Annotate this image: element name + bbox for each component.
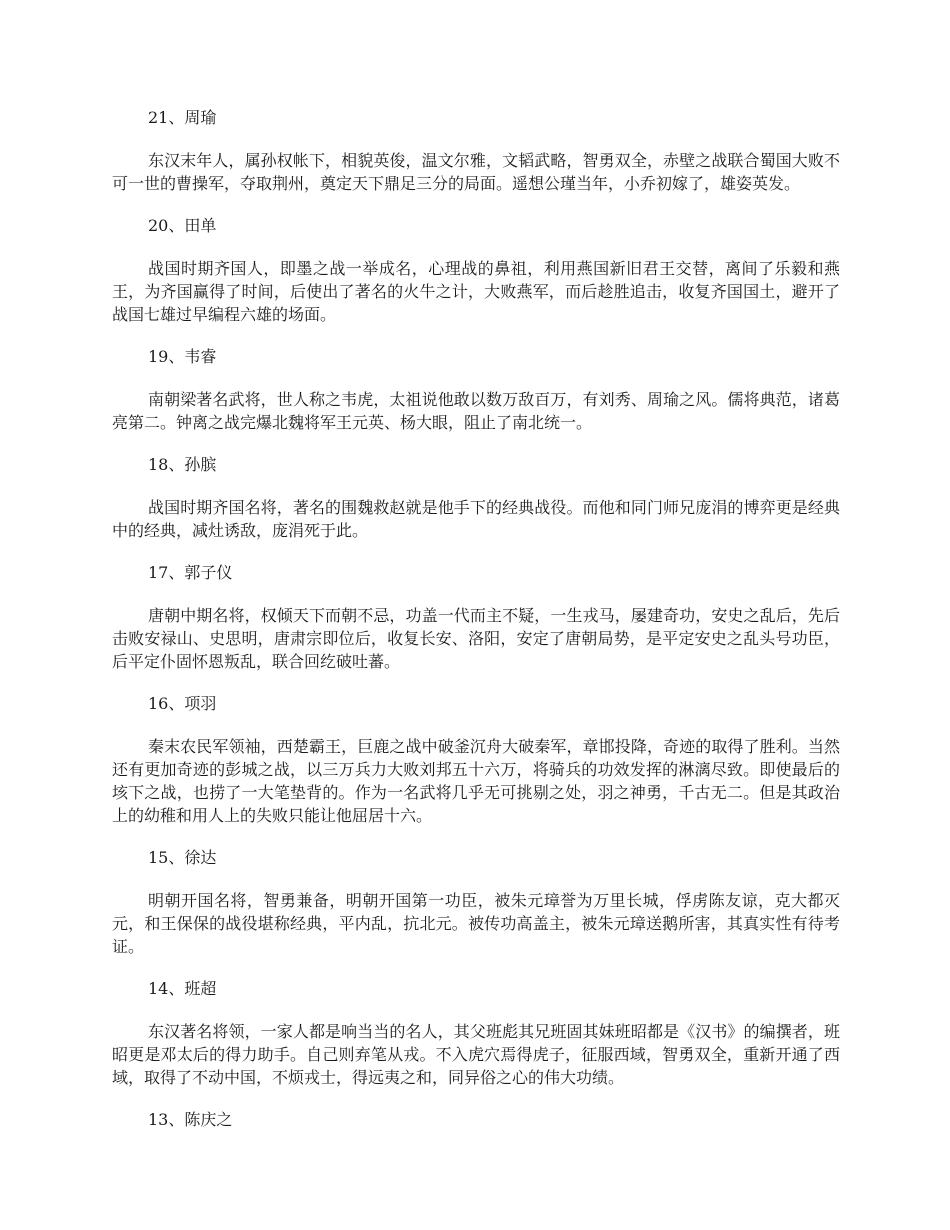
entry-body: 南朝梁著名武将，世人称之韦虎，太祖说他敢以数万敌百万，有刘秀、周瑜之风。儒将典范，诸葛亮第二。钟离之战完爆北魏将军王元英、杨大眼，阻止了南北统一。 <box>112 390 840 432</box>
entry-tian-dan <box>112 214 840 326</box>
entry-heading: 15、徐达 <box>148 848 217 867</box>
entry-heading: 13、陈庆之 <box>148 1110 233 1129</box>
entry-heading: 21、周瑜 <box>148 108 217 127</box>
entry-heading: 16、项羽 <box>148 694 217 713</box>
entry-body: 东汉著名将领，一家人都是响当当的名人，其父班彪其兄班固其妹班昭都是《汉书》的编撰者，班昭更是邓太后的得力助手。自己则弃笔从戎。不入虎穴焉得虎子，征服西域，智勇双全，重新开通了西域，取得了不动中国，不烦戎士，得远夷之和，同异俗之心的伟大功绩。 <box>112 1022 840 1087</box>
entry-ban-chao <box>112 977 840 1089</box>
entry-wei-rui <box>112 345 840 434</box>
entry-body: 唐朝中期名将，权倾天下而朝不忌，功盖一代而主不疑，一生戎马，屡建奇功，安史之乱后，先后击败安禄山、史思明，唐肃宗即位后，收复长安、洛阳，安定了唐朝局势，是平定安史之乱头号功臣，后平定仆固怀恩叛乱，联合回纥破吐蕃。 <box>112 606 840 671</box>
entry-guo-ziyi <box>112 561 840 673</box>
entry-heading: 14、班超 <box>148 979 217 998</box>
entry-body: 明朝开国名将，智勇兼备，明朝开国第一功臣，被朱元璋誉为万里长城，俘虏陈友谅，克大都灭元，和王保保的战役堪称经典，平内乱，抗北元。被传功高盖主，被朱元璋送鹅所害，其真实性有待考证。 <box>112 891 840 956</box>
entry-sun-bin <box>112 453 840 542</box>
entry-body: 秦末农民军领袖，西楚霸王，巨鹿之战中破釜沉舟大破秦军，章邯投降，奇迹的取得了胜利。当然还有更加奇迹的彭城之战，以三万兵力大败刘邦五十六万，将骑兵的功效发挥的淋漓尽致。即使最后的垓下之战，也捞了一大笔垫背的。作为一名武将几乎无可挑剔之处，羽之神勇，千古无二。但是其政治上的幼稚和用人上的失败只能让他屈居十六。 <box>112 737 840 825</box>
entry-xiang-yu <box>112 692 840 827</box>
document-page <box>112 106 840 1151</box>
entry-heading: 19、韦睿 <box>148 347 217 366</box>
entry-body: 战国时期齐国名将，著名的围魏救赵就是他手下的经典战役。而他和同门师兄庞涓的博弈更是经典中的经典，减灶诱敌，庞涓死于此。 <box>112 498 840 540</box>
entry-heading: 20、田单 <box>148 216 217 235</box>
entry-heading: 17、郭子仪 <box>148 563 233 582</box>
entry-xu-da <box>112 846 840 958</box>
entry-chen-qingzhi <box>112 1108 840 1131</box>
entry-heading: 18、孙膑 <box>148 455 217 474</box>
entry-zhou-yu <box>112 106 840 195</box>
entry-body: 战国时期齐国人，即墨之战一举成名，心理战的鼻祖，利用燕国新旧君王交替，离间了乐毅和燕王，为齐国赢得了时间，后使出了著名的火牛之计，大败燕军，而后趁胜追击，收复齐国国土，避开了战国七雄过早编程六雄的场面。 <box>112 259 840 324</box>
entry-body: 东汉末年人，属孙权帐下，相貌英俊，温文尔雅，文韬武略，智勇双全，赤壁之战联合蜀国大败不可一世的曹操军，夺取荆州，奠定天下鼎足三分的局面。遥想公瑾当年，小乔初嫁了，雄姿英发。 <box>112 151 840 193</box>
